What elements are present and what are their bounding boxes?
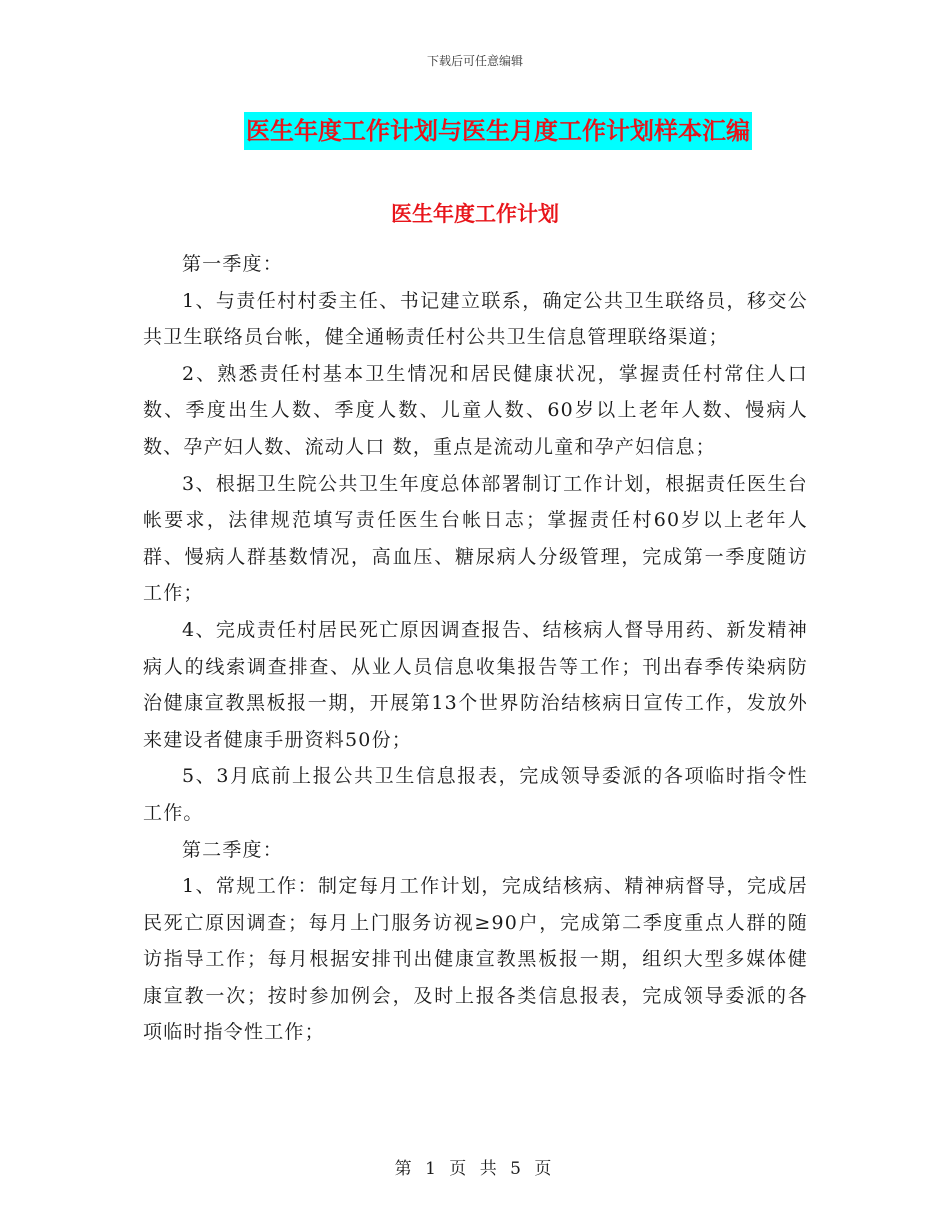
- paragraph: 4、完成责任村居民死亡原因调查报告、结核病人督导用药、新发精神病人的线索调查排查、从业人员信息收集报告等工作；刊出春季传染病防治健康宣教黑板报一期，开展第13个世界防治结核病日宣传工作，发放外来建设者健康手册资料50份；: [143, 618, 808, 751]
- paragraph: 3、根据卫生院公共卫生年度总体部署制订工作计划，根据责任医生台帐要求，法律规范填写责任医生台帐日志；掌握责任村60岁以上老年人群、慢病人群基数情况，高血压、糖尿病人分级管理，完成第一季度随访工作；: [143, 472, 808, 605]
- paragraph: 1、与责任村村委主任、书记建立联系，确定公共卫生联络员，移交公共卫生联络员台帐，健全通畅责任村公共卫生信息管理联络渠道；: [143, 289, 808, 349]
- paragraph: 1、常规工作：制定每月工作计划，完成结核病、精神病督导，完成居民死亡原因调查；每月上门服务访视≥90户，完成第二季度重点人群的随访指导工作；每月根据安排刊出健康宣教黑板报一期，组织大型多媒体健康宣教一次；按时参加例会，及时上报各类信息报表，完成领导委派的各项临时指令性工作；: [143, 875, 808, 1044]
- paragraph: 2、熟悉责任村基本卫生情况和居民健康状况，掌握责任村常住人口数、季度出生人数、季度人数、儿童人数、60岁以上老年人数、慢病人数、孕产妇人数、流动人口 数，重点是流动儿童和孕产妇信息；: [143, 362, 808, 458]
- section-heading-q2: 第二季度：: [181, 838, 283, 861]
- paragraph: 5、3月底前上报公共卫生信息报表，完成领导委派的各项临时指令性工作。: [143, 765, 808, 824]
- page-footer: 第 1 页 共 5 页: [394, 1159, 556, 1179]
- body-text: [143, 246, 808, 1051]
- header-note: 下载后可任意编辑: [426, 54, 523, 68]
- main-title: 医生年度工作计划与医生月度工作计划样本汇编: [244, 112, 752, 150]
- sub-title: 医生年度工作计划: [391, 201, 559, 226]
- section-heading-q1: 第一季度：: [181, 253, 283, 275]
- main-title-container: [0, 112, 950, 150]
